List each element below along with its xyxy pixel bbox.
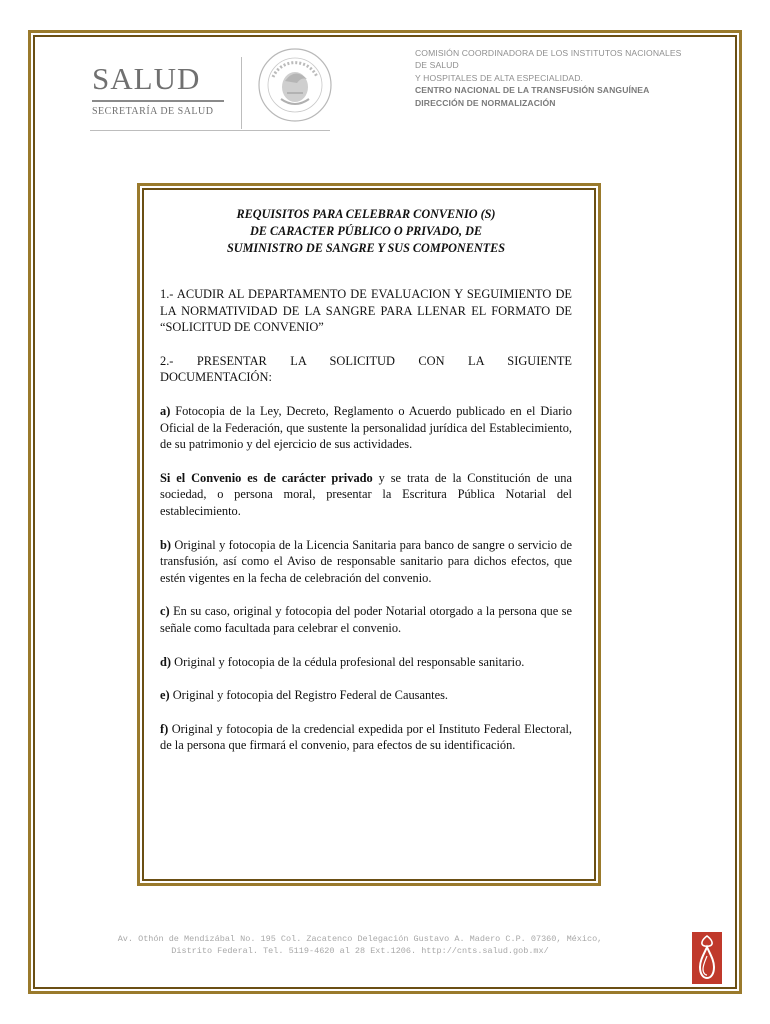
footer-line: Av. Othón de Mendizábal No. 195 Col. Zacatenco Delegación Gustavo A. Madero C.P. 07360, México, — [117, 934, 603, 944]
logo-divider — [241, 57, 242, 129]
requirement-c-label: c) — [160, 604, 170, 619]
requirement-e — [160, 687, 572, 704]
header-line: CENTRO NACIONAL DE LA TRANSFUSIÓN SANGUÍNEA — [415, 85, 650, 96]
mexican-seal-icon — [257, 47, 333, 123]
private-agreement-label: Si el Convenio es de carácter privado — [160, 470, 373, 485]
requirement-a-text: Fotocopia de la Ley, Decreto, Reglamento o Acuerdo publicado en el Diario Oficial de la Federación, que sustente la personalidad jurídica del Establecimiento, de su patrimonio y del ejercicio de sus actividades. — [160, 403, 572, 452]
institution-header — [415, 47, 715, 109]
header-rule — [90, 130, 330, 131]
requirement-b-text: Original y fotocopia de la Licencia Sanitaria para banco de sangre o servicio de transfusión, así como el Aviso de responsable sanitario para dichos efectos, que estén vigentes en la fecha de celebración del convenio. — [160, 537, 572, 585]
requirement-f-label: f) — [160, 721, 169, 736]
footer-address — [60, 933, 660, 957]
requirement-a — [160, 403, 572, 453]
requirement-c-text: En su caso, original y fotocopia del poder Notarial otorgado a la persona que se señale como facultada para celebrar el convenio. — [160, 604, 572, 635]
requirement-2-line1: 2.- PRESENTAR LA SOLICITUD CON LA SIGUIENTE — [160, 353, 572, 368]
private-agreement-text: y se trata de la Constitución de una sociedad, o persona moral, presentar la Escritura Pública Notarial del establecimiento. — [160, 470, 572, 518]
requirement-a-label: a) — [160, 403, 171, 418]
title-line: DE CARACTER PÚBLICO O PRIVADO, DE — [249, 224, 483, 238]
salud-logo-rule — [92, 100, 224, 102]
requirement-d-label: d) — [160, 654, 172, 669]
document-title — [160, 206, 572, 257]
requirement-b — [160, 537, 572, 587]
blood-drop-logo-icon — [692, 932, 722, 984]
requirement-d-text: Original y fotocopia de la cédula profesional del responsable sanitario. — [171, 654, 525, 669]
salud-logo — [92, 63, 224, 117]
private-agreement-note — [160, 470, 572, 520]
footer-line: Distrito Federal. Tel. 5119-4620 al 28 Ext.1206. http://cnts.salud.gob.mx/ — [171, 946, 549, 956]
salud-logo-word: SALUD — [92, 61, 201, 96]
title-line: REQUISITOS PARA CELEBRAR CONVENIO (S) — [236, 207, 496, 221]
title-line: SUMINISTRO DE SANGRE Y SUS COMPONENTES — [226, 241, 505, 255]
requirement-f — [160, 721, 572, 754]
requirement-b-label: b) — [160, 537, 172, 552]
header-line: COMISIÓN COORDINADORA DE LOS INSTITUTOS NACIONALES — [415, 48, 682, 58]
requirement-f-text: Original y fotocopia de la credencial expedida por el Instituto Federal Electoral, de la persona que firmará el convenio, para efectos de su identificación. — [160, 721, 572, 753]
requirements-content — [160, 206, 572, 754]
requirement-2-line2: DOCUMENTACIÓN: — [160, 370, 272, 385]
salud-logo-subtitle: SECRETARÍA DE SALUD — [92, 106, 214, 117]
requirement-e-text: Original y fotocopia del Registro Federal de Causantes. — [169, 688, 449, 703]
requirement-e-label: e) — [160, 688, 170, 703]
requirement-1: 1.- ACUDIR AL DEPARTAMENTO DE EVALUACION Y SEGUIMIENTO DE LA NORMATIVIDAD DE LA SANGRE PARA LLENAR EL FORMATO DE “SOLICITUD DE CONVENIO” — [160, 287, 572, 335]
header-line: Y HOSPITALES DE ALTA ESPECIALIDAD. — [415, 72, 584, 83]
requirement-c — [160, 603, 572, 636]
requirement-d — [160, 654, 572, 671]
header-line: DIRECCIÓN DE NORMALIZACIÓN — [415, 97, 556, 108]
header-line: DE SALUD — [415, 60, 459, 71]
